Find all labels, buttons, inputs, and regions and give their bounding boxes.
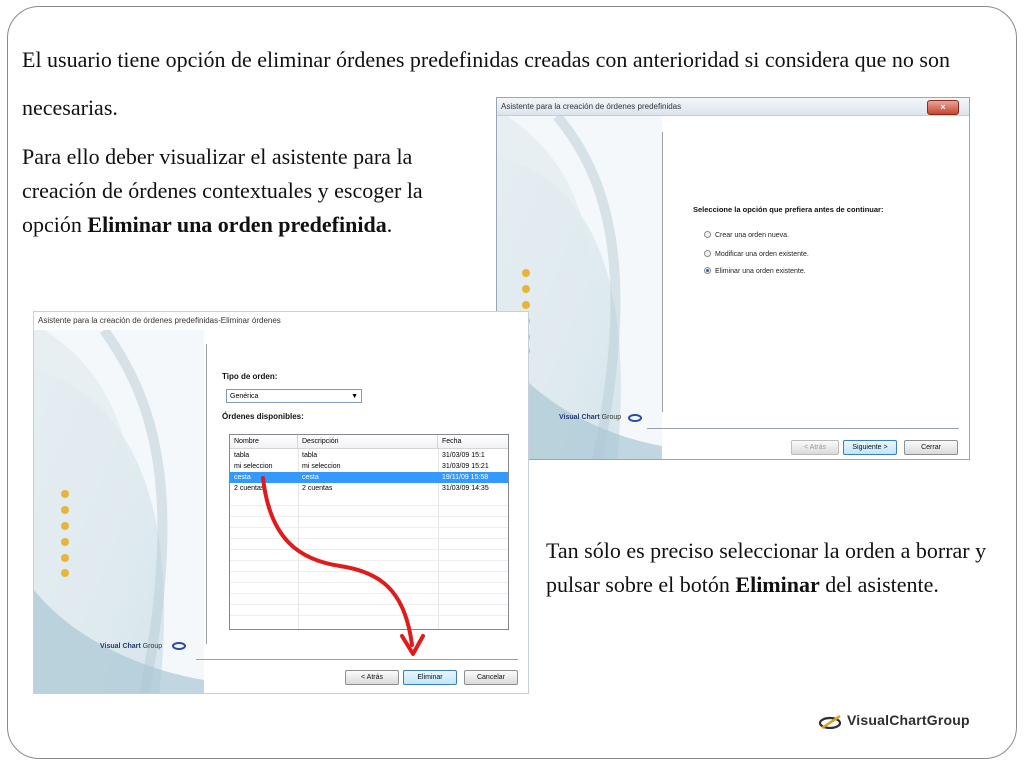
decorative-art <box>34 330 204 693</box>
cell-date: 31/03/09 15:1 <box>442 452 485 459</box>
logo-text: Visual Chart <box>559 414 600 421</box>
decorative-swoosh-graphic <box>34 330 204 693</box>
dialog-title: Asistente para la creación de órdenes predefinidas <box>501 102 682 111</box>
panel-divider <box>662 132 663 412</box>
next-button[interactable]: Siguiente > <box>843 440 897 455</box>
option-create-order[interactable] <box>704 231 789 239</box>
back-button[interactable]: < Atrás <box>345 670 399 685</box>
table-row[interactable] <box>230 483 508 494</box>
accent-dot <box>61 506 69 514</box>
footer-divider <box>196 659 518 660</box>
cell-description: cesta <box>302 474 319 481</box>
instruction-paragraph <box>22 140 462 242</box>
row-gridline <box>230 527 508 528</box>
instruction-option-bold: Eliminar una orden predefinida <box>87 212 387 237</box>
option-label: Eliminar una orden existente. <box>715 268 806 275</box>
cancel-button[interactable]: Cancelar <box>464 670 518 685</box>
cell-date: 19/11/09 15:58 <box>442 474 489 481</box>
delete-button-bold: Eliminar <box>735 572 820 597</box>
row-gridline <box>230 615 508 616</box>
accent-dot <box>61 569 69 577</box>
cell-date: 31/03/09 15:21 <box>442 463 489 470</box>
cell-name: mi seleccion <box>234 463 273 470</box>
radio-button-selected[interactable] <box>704 267 711 274</box>
cell-description: 2 cuentas <box>302 485 333 492</box>
instruction-text: Para ello deber visualizar el asistente para la creación de órdenes contextuales y escoger la opción <box>22 144 423 237</box>
accent-dot <box>61 490 69 498</box>
accent-dot <box>61 554 69 562</box>
brand-footer: VisualChartGroup <box>847 712 970 728</box>
column-header-name[interactable]: Nombre <box>230 435 298 449</box>
cell-name: cesta <box>234 474 251 481</box>
accent-dot <box>522 301 530 309</box>
radio-button[interactable] <box>704 231 711 238</box>
options-prompt: Seleccione la opción que prefiera antes de continuar: <box>693 205 884 214</box>
wizard-options-dialog <box>496 97 970 460</box>
cell-name: tabla <box>234 452 250 459</box>
dialog-title: Asistente para la creación de órdenes predefinidas-Eliminar órdenes <box>38 316 281 325</box>
delete-text: Tan sólo es preciso seleccionar la orden a borrar y pulsar sobre el botón <box>546 538 987 597</box>
delete-button[interactable]: Eliminar <box>403 670 457 685</box>
footer-divider <box>647 428 959 429</box>
order-type-select[interactable] <box>226 389 362 403</box>
radio-button[interactable] <box>704 250 711 257</box>
row-gridline <box>230 516 508 517</box>
order-type-label: Tipo de orden: <box>222 372 278 381</box>
back-button[interactable]: < Atrás <box>791 440 839 455</box>
wizard-delete-dialog <box>33 311 529 694</box>
row-gridline <box>230 538 508 539</box>
row-gridline <box>230 571 508 572</box>
accent-dot <box>61 522 69 530</box>
accent-dot <box>522 269 530 277</box>
logo-suffix: Group <box>601 414 622 421</box>
option-delete-order[interactable] <box>704 267 806 275</box>
accent-dot <box>61 538 69 546</box>
option-label: Modificar una orden existente. <box>715 251 809 258</box>
logo-text: Visual Chart <box>100 643 141 650</box>
delete-paragraph <box>546 534 1016 602</box>
close-icon[interactable]: × <box>927 100 959 115</box>
row-gridline <box>230 560 508 561</box>
chevron-down-icon[interactable]: ▼ <box>351 393 358 400</box>
panel-divider <box>206 344 207 644</box>
visual-chart-brand-icon <box>818 715 844 729</box>
intro-paragraph: El usuario tiene opción de eliminar órdenes predefinidas creadas con anterioridad si considera que no son necesarias. <box>22 47 950 120</box>
dialog-title-bar <box>497 98 969 116</box>
visual-chart-logo <box>100 643 162 650</box>
available-orders-label: Órdenes disponibles: <box>222 412 304 421</box>
table-row[interactable] <box>230 450 508 461</box>
row-gridline <box>230 505 508 506</box>
visual-chart-logo-icon <box>172 642 186 650</box>
delete-end: del asistente. <box>819 572 939 597</box>
row-gridline <box>230 549 508 550</box>
option-label: Crear una orden nueva. <box>715 232 789 239</box>
row-gridline <box>230 593 508 594</box>
table-row[interactable] <box>230 461 508 472</box>
table-row-selected[interactable] <box>230 472 508 483</box>
cell-description: tabla <box>302 452 318 459</box>
visual-chart-logo <box>559 414 621 421</box>
row-gridline <box>230 604 508 605</box>
instruction-end: . <box>386 212 393 237</box>
accent-dot <box>522 285 530 293</box>
dialog-title-bar <box>34 312 528 330</box>
orders-table[interactable] <box>229 434 509 630</box>
option-modify-order[interactable] <box>704 250 809 258</box>
order-type-value: Genérica <box>230 393 259 400</box>
cell-description: mi seleccion <box>302 463 341 470</box>
close-button[interactable]: Cerrar <box>904 440 958 455</box>
logo-suffix: Group <box>142 643 163 650</box>
cell-name: 2 cuentas <box>234 485 265 492</box>
column-header-description[interactable]: Descripción <box>298 435 438 449</box>
column-header-date[interactable]: Fecha <box>438 435 509 449</box>
row-gridline <box>230 582 508 583</box>
cell-date: 31/03/09 14:35 <box>442 485 489 492</box>
visual-chart-logo-icon <box>628 414 642 422</box>
